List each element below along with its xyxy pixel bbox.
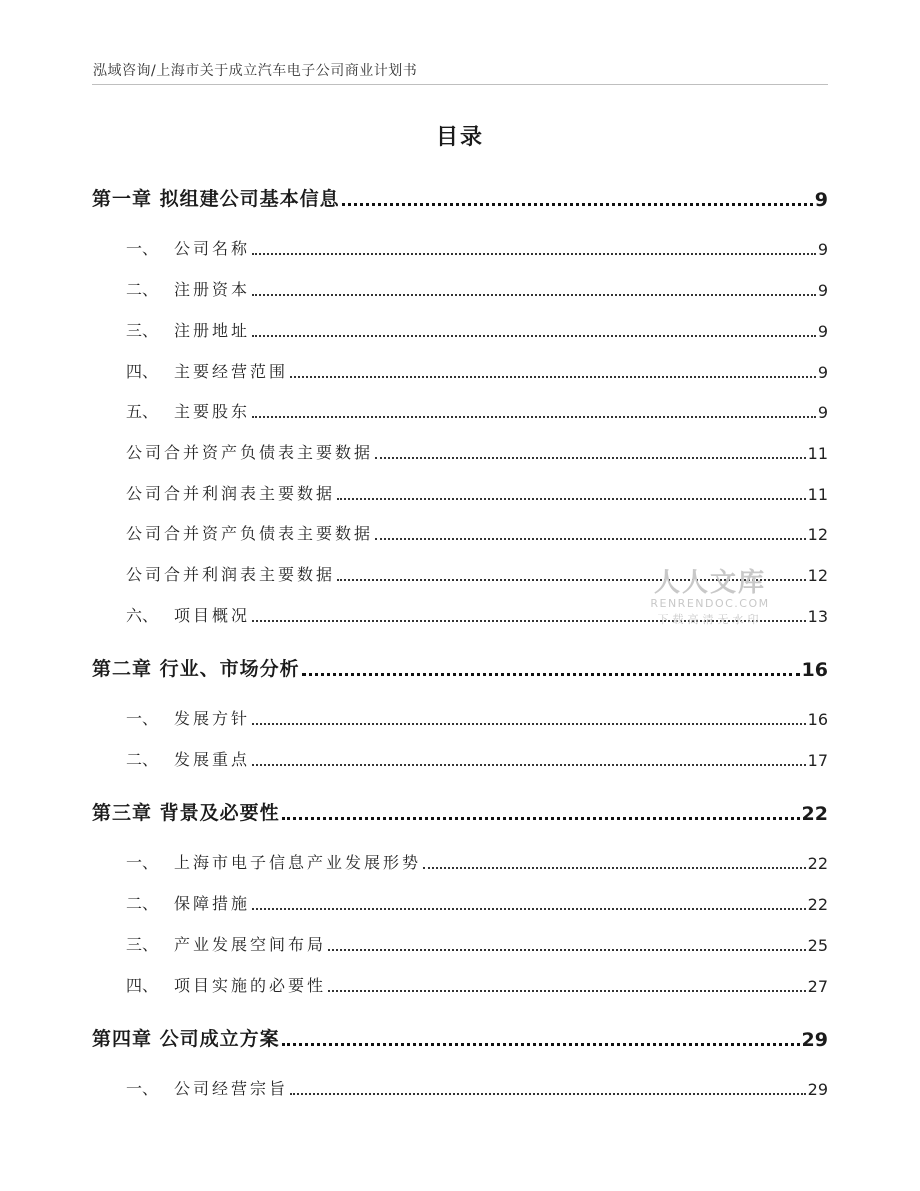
toc-entry-number: 一、 — [126, 853, 159, 872]
toc-page-number: 9 — [817, 240, 828, 259]
toc-entry-text: 公司合并资产负债表主要数据 — [126, 443, 374, 462]
toc-page-number: 27 — [807, 977, 828, 996]
toc-page-number: 22 — [807, 854, 828, 873]
toc-section-entry[interactable] — [126, 399, 828, 422]
toc-entry-label — [126, 359, 288, 382]
toc-page-number: 16 — [801, 659, 828, 681]
toc-dot-leader — [328, 948, 806, 951]
toc-dot-leader — [252, 415, 816, 418]
toc-entry-number: 一、 — [126, 709, 159, 728]
toc-entry-label — [126, 440, 373, 463]
toc-entry-label — [126, 973, 326, 996]
toc-dot-leader — [252, 293, 816, 296]
toc-entry-text: 项目概况 — [174, 606, 251, 625]
toc-chapter-entry[interactable] — [92, 654, 828, 681]
toc-entry-text: 公司经营宗旨 — [174, 1079, 289, 1098]
toc-dot-leader — [337, 497, 806, 500]
toc-dot-leader — [342, 202, 813, 206]
toc-entry-label — [126, 850, 421, 873]
toc-entry-label — [126, 932, 326, 955]
toc-dot-leader — [252, 763, 806, 766]
watermark-subtitle: 下载高清无水印 — [657, 613, 763, 626]
watermark — [640, 562, 780, 627]
toc-section-entry[interactable] — [126, 521, 828, 544]
toc-dot-leader — [282, 1042, 800, 1046]
toc-page-number: 9 — [817, 322, 828, 341]
toc-entry-label — [126, 747, 250, 770]
toc-entry-text: 主要经营范围 — [174, 362, 289, 381]
toc-section-entry[interactable] — [126, 277, 828, 300]
toc-page-number: 29 — [801, 1029, 828, 1051]
toc-chapter-entry[interactable] — [92, 184, 828, 211]
toc-section-entry[interactable] — [126, 236, 828, 259]
toc-page-number: 17 — [807, 751, 828, 770]
toc-dot-leader — [423, 866, 806, 869]
toc-entry-number: 三、 — [126, 321, 159, 340]
toc-entry-text: 第三章 背景及必要性 — [92, 802, 280, 824]
toc-entry-label — [126, 603, 250, 626]
toc-entry-number: 六、 — [126, 606, 159, 625]
toc-entry-label — [126, 277, 250, 300]
toc-entry-number: 三、 — [126, 935, 159, 954]
toc-entry-number: 四、 — [126, 976, 159, 995]
toc-section-entry[interactable] — [126, 747, 828, 770]
header-rule — [92, 84, 828, 85]
toc-page-number: 22 — [801, 803, 828, 825]
toc-entry-number: 四、 — [126, 362, 159, 381]
toc-entry-label — [126, 521, 373, 544]
toc-entry-number: 五、 — [126, 402, 159, 421]
watermark-logo: 人人文库 — [653, 568, 766, 598]
toc-page-number: 29 — [807, 1080, 828, 1099]
toc-section-entry[interactable] — [126, 318, 828, 341]
toc-chapter-entry[interactable] — [92, 1024, 828, 1051]
toc-dot-leader — [252, 722, 806, 725]
toc-entry-text: 发展重点 — [174, 750, 251, 769]
toc-entry-number: 一、 — [126, 239, 159, 258]
toc-entry-label — [126, 318, 250, 341]
toc-entry-label — [92, 798, 280, 825]
toc-dot-leader — [252, 334, 816, 337]
toc-entry-text: 第四章 公司成立方案 — [92, 1028, 280, 1050]
toc-entry-number: 二、 — [126, 750, 159, 769]
toc-page-number: 13 — [807, 607, 828, 626]
toc-section-entry[interactable] — [126, 440, 828, 463]
toc-entry-number: 一、 — [126, 1079, 159, 1098]
toc-page-number: 12 — [807, 525, 828, 544]
toc-entry-label — [92, 654, 300, 681]
toc-entry-label — [126, 1076, 288, 1099]
toc-section-entry[interactable] — [126, 891, 828, 914]
toc-entry-label — [126, 891, 250, 914]
toc-section-entry[interactable] — [126, 850, 828, 873]
toc-entry-label — [92, 1024, 280, 1051]
toc-page-number: 25 — [807, 936, 828, 955]
toc-page-number: 9 — [817, 403, 828, 422]
toc-entry-text: 公司合并利润表主要数据 — [126, 565, 336, 584]
toc-section-entry[interactable] — [126, 932, 828, 955]
toc-dot-leader — [252, 907, 806, 910]
toc-entry-label — [126, 706, 250, 729]
toc-section-entry[interactable] — [126, 706, 828, 729]
toc-dot-leader — [290, 375, 816, 378]
toc-section-entry[interactable] — [126, 1076, 828, 1099]
toc-page-number: 22 — [807, 895, 828, 914]
toc-dot-leader — [328, 989, 806, 992]
toc-entry-text: 公司合并资产负债表主要数据 — [126, 524, 374, 543]
toc-dot-leader — [252, 252, 816, 255]
toc-entry-text: 发展方针 — [174, 709, 251, 728]
toc-entry-number: 二、 — [126, 280, 159, 299]
toc-entry-text: 注册地址 — [174, 321, 251, 340]
toc-section-entry[interactable] — [126, 481, 828, 504]
toc-entry-label — [126, 481, 335, 504]
toc-title: 目录 — [435, 125, 484, 150]
toc-dot-leader — [375, 537, 806, 540]
toc-dot-leader — [282, 816, 800, 820]
toc-section-entry[interactable] — [126, 359, 828, 382]
toc-entry-text: 公司合并利润表主要数据 — [126, 484, 336, 503]
toc-entry-text: 产业发展空间布局 — [174, 935, 327, 954]
toc-page-number: 9 — [817, 281, 828, 300]
toc-page-number: 16 — [807, 710, 828, 729]
toc-dot-leader — [375, 456, 806, 459]
toc-entry-label — [126, 236, 250, 259]
toc-entry-label — [126, 399, 250, 422]
toc-entry-text: 第一章 拟组建公司基本信息 — [92, 188, 340, 210]
toc-chapter-entry[interactable] — [92, 798, 828, 825]
toc-entry-number: 二、 — [126, 894, 159, 913]
toc-entry-text: 保障措施 — [174, 894, 251, 913]
watermark-url: RENRENDOC.COM — [650, 597, 770, 610]
toc-entry-text: 主要股东 — [174, 402, 251, 421]
toc-entry-label — [92, 184, 340, 211]
toc-dot-leader — [290, 1092, 806, 1095]
toc-page-number: 9 — [817, 363, 828, 382]
toc-page-number: 11 — [807, 444, 828, 463]
toc-section-entry[interactable] — [126, 973, 828, 996]
toc-entry-text: 公司名称 — [174, 239, 251, 258]
toc-page-number: 12 — [807, 566, 828, 585]
toc-dot-leader — [302, 672, 800, 676]
toc-page-number: 9 — [814, 189, 828, 211]
toc-entry-text: 注册资本 — [174, 280, 251, 299]
toc-entry-text: 上海市电子信息产业发展形势 — [174, 853, 422, 872]
toc-page-number: 11 — [807, 485, 828, 504]
toc-entry-text: 第二章 行业、市场分析 — [92, 658, 300, 680]
running-header: 泓域咨询/上海市关于成立汽车电子公司商业计划书 — [93, 63, 418, 79]
toc-entry-label — [126, 562, 335, 585]
toc-entry-text: 项目实施的必要性 — [174, 976, 327, 995]
